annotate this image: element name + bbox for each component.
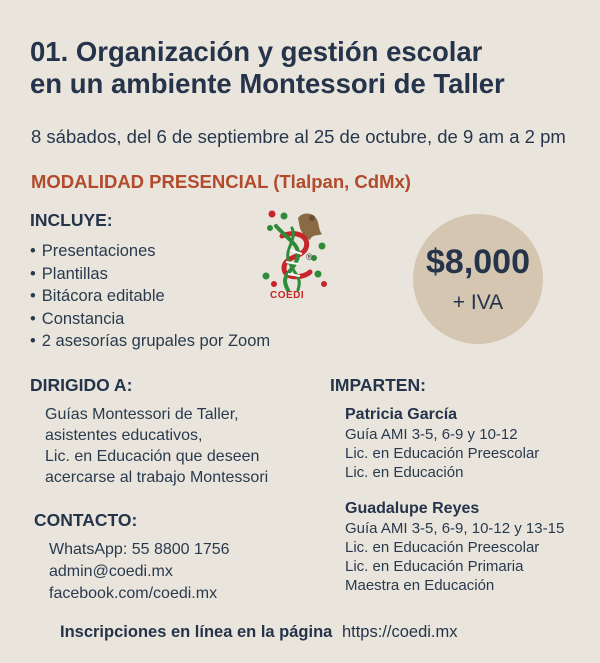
instructor-credential: Maestra en Educación (345, 577, 495, 594)
course-dates: 8 sábados, del 6 de septiembre al 25 de octubre, de 9 am a 2 pm (31, 126, 566, 147)
page-title (30, 36, 590, 100)
instructors-heading: IMPARTEN: (330, 375, 426, 395)
contact-facebook: facebook.com/coedi.mx (49, 585, 218, 602)
contact-email: admin@coedi.mx (49, 563, 173, 580)
title-line-1: 01. Organización y gestión escolar (30, 36, 483, 67)
audience-line: acercarse al trabajo Montessori (45, 469, 269, 486)
registered-mark: ® (306, 252, 313, 262)
title-line-2: en un ambiente Montessori de Taller (30, 68, 505, 99)
instructor-credential: Lic. en Educación (345, 464, 464, 481)
coedi-logo-icon (252, 206, 342, 302)
logo-text: COEDI (270, 290, 305, 301)
footer-url[interactable]: https://coedi.mx (341, 623, 458, 641)
includes-list (30, 240, 270, 353)
instructor-credential: Guía AMI 3-5, 6-9 y 10-12 (345, 426, 518, 443)
footer-label: Inscripciones en línea en la página (60, 623, 333, 641)
instructor-credential: Lic. en Educación Preescolar (345, 539, 540, 556)
registration-footer (60, 623, 458, 642)
instructor-credential: Lic. en Educación Primaria (345, 558, 524, 575)
audience-line: Lic. en Educación que deseen (45, 448, 260, 465)
list-item: • Bitácora editable (30, 285, 270, 308)
audience-line: asistentes educativos, (45, 427, 203, 444)
contact-info (49, 539, 230, 605)
audience-line: Guías Montessori de Taller, (45, 406, 239, 423)
audience-heading: DIRIGIDO A: (30, 375, 133, 395)
list-item: • Plantillas (30, 263, 270, 286)
audience-list (45, 404, 268, 488)
list-item: • Presentaciones (30, 240, 270, 263)
instructor-2 (345, 498, 564, 595)
contact-heading: CONTACTO: (34, 510, 138, 530)
logo-graphic (252, 206, 342, 302)
instructor-1 (345, 404, 539, 482)
list-item: • 2 asesorías grupales por Zoom (30, 330, 270, 353)
list-item: • Constancia (30, 308, 270, 331)
instructor-credential: Lic. en Educación Preescolar (345, 445, 540, 462)
price-tax: + IVA (452, 291, 504, 314)
instructor-name: Patricia García (345, 406, 458, 423)
contact-whatsapp: WhatsApp: 55 8800 1756 (49, 541, 230, 558)
includes-heading: INCLUYE: (30, 210, 113, 230)
price-amount: $8,000 (426, 243, 530, 281)
modality-label: MODALIDAD PRESENCIAL (Tlalpan, CdMx) (31, 171, 411, 192)
instructor-credential: Guía AMI 3-5, 6-9, 10-12 y 13-15 (345, 520, 565, 537)
instructor-name: Guadalupe Reyes (345, 500, 480, 517)
